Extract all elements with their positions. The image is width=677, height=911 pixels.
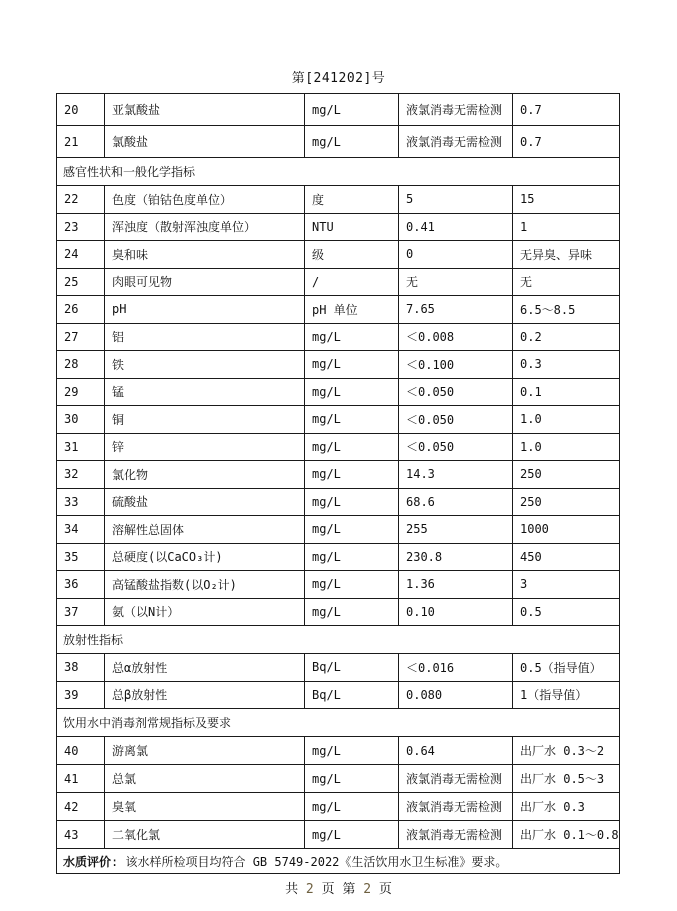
parameter-name-cell: 氯酸盐: [105, 126, 305, 158]
limit-cell: 出厂水 0.3～2: [513, 737, 620, 765]
parameter-name-cell: 浑浊度（散射浑浊度单位）: [105, 213, 305, 241]
limit-cell: 出厂水 0.3: [513, 793, 620, 821]
row-number-cell: 26: [57, 296, 105, 324]
table-row: [57, 186, 620, 214]
unit-cell: mg/L: [305, 543, 399, 571]
results-table-body: [57, 94, 620, 849]
evaluation-row: [57, 849, 620, 874]
limit-cell: 无异臭、异味: [513, 241, 620, 269]
result-cell: 液氯消毒无需检测: [399, 126, 513, 158]
section-label: 放射性指标: [57, 626, 620, 654]
unit-cell: mg/L: [305, 351, 399, 379]
row-number-cell: 29: [57, 378, 105, 406]
unit-cell: mg/L: [305, 765, 399, 793]
table-row: [57, 433, 620, 461]
parameter-name-cell: 高锰酸盐指数(以O₂计): [105, 571, 305, 599]
row-number-cell: 21: [57, 126, 105, 158]
parameter-name-cell: 氯化物: [105, 461, 305, 489]
row-number-cell: 42: [57, 793, 105, 821]
unit-cell: NTU: [305, 213, 399, 241]
result-cell: ＜0.050: [399, 406, 513, 434]
result-cell: 7.65: [399, 296, 513, 324]
limit-cell: 1（指导值）: [513, 681, 620, 709]
limit-cell: 1000: [513, 516, 620, 544]
evaluation-body: [57, 849, 620, 874]
table-row: [57, 488, 620, 516]
section-row: [57, 709, 620, 737]
limit-cell: 250: [513, 461, 620, 489]
unit-cell: mg/L: [305, 378, 399, 406]
report-number: 第[241202]号: [291, 71, 386, 86]
current-page: 2: [363, 882, 372, 897]
table-row: [57, 94, 620, 126]
row-number-cell: 40: [57, 737, 105, 765]
unit-cell: mg/L: [305, 94, 399, 126]
limit-cell: 1.0: [513, 433, 620, 461]
parameter-name-cell: 臭和味: [105, 241, 305, 269]
table-row: [57, 406, 620, 434]
result-cell: 0.64: [399, 737, 513, 765]
limit-cell: 0.2: [513, 323, 620, 351]
evaluation-text: 该水样所检项目均符合 GB 5749-2022《生活饮用水卫生标准》要求。: [125, 854, 508, 869]
limit-cell: 出厂水 0.5～3: [513, 765, 620, 793]
limit-cell: 0.7: [513, 94, 620, 126]
unit-cell: mg/L: [305, 598, 399, 626]
row-number-cell: 27: [57, 323, 105, 351]
result-cell: 0.10: [399, 598, 513, 626]
limit-cell: 250: [513, 488, 620, 516]
unit-cell: mg/L: [305, 406, 399, 434]
evaluation-separator: :: [111, 854, 126, 869]
result-cell: 液氯消毒无需检测: [399, 765, 513, 793]
row-number-cell: 25: [57, 268, 105, 296]
limit-cell: 出厂水 0.1～0.8: [513, 821, 620, 849]
table-row: [57, 543, 620, 571]
unit-cell: Bq/L: [305, 654, 399, 682]
unit-cell: mg/L: [305, 433, 399, 461]
parameter-name-cell: pH: [105, 296, 305, 324]
result-cell: 0: [399, 241, 513, 269]
table-row: [57, 571, 620, 599]
limit-cell: 0.5: [513, 598, 620, 626]
parameter-name-cell: 锰: [105, 378, 305, 406]
parameter-name-cell: 铝: [105, 323, 305, 351]
table-row: [57, 296, 620, 324]
row-number-cell: 39: [57, 681, 105, 709]
unit-cell: mg/L: [305, 126, 399, 158]
parameter-name-cell: 色度（铂钴色度单位）: [105, 186, 305, 214]
parameter-name-cell: 总β放射性: [105, 681, 305, 709]
unit-cell: mg/L: [305, 737, 399, 765]
row-number-cell: 23: [57, 213, 105, 241]
unit-cell: pH 单位: [305, 296, 399, 324]
result-cell: 230.8: [399, 543, 513, 571]
evaluation-label: 水质评价: [63, 854, 112, 869]
table-row: [57, 793, 620, 821]
limit-cell: 1.0: [513, 406, 620, 434]
parameter-name-cell: 游离氯: [105, 737, 305, 765]
unit-cell: mg/L: [305, 488, 399, 516]
result-cell: ＜0.008: [399, 323, 513, 351]
unit-cell: mg/L: [305, 323, 399, 351]
parameter-name-cell: 铁: [105, 351, 305, 379]
unit-cell: mg/L: [305, 516, 399, 544]
row-number-cell: 30: [57, 406, 105, 434]
page-counter: [0, 878, 677, 897]
section-row: [57, 158, 620, 186]
row-number-cell: 22: [57, 186, 105, 214]
result-cell: 液氯消毒无需检测: [399, 821, 513, 849]
result-cell: ＜0.016: [399, 654, 513, 682]
table-row: [57, 351, 620, 379]
table-row: [57, 126, 620, 158]
page-counter-prefix: 共: [285, 882, 306, 897]
table-row: [57, 461, 620, 489]
table-row: [57, 516, 620, 544]
unit-cell: mg/L: [305, 793, 399, 821]
unit-cell: 度: [305, 186, 399, 214]
row-number-cell: 35: [57, 543, 105, 571]
water-quality-results-table: [56, 93, 620, 874]
result-cell: 液氯消毒无需检测: [399, 94, 513, 126]
row-number-cell: 33: [57, 488, 105, 516]
parameter-name-cell: 氨（以N计）: [105, 598, 305, 626]
section-label: 感官性状和一般化学指标: [57, 158, 620, 186]
parameter-name-cell: 二氧化氯: [105, 821, 305, 849]
result-cell: 0.080: [399, 681, 513, 709]
table-row: [57, 737, 620, 765]
section-label: 饮用水中消毒剂常规指标及要求: [57, 709, 620, 737]
parameter-name-cell: 臭氧: [105, 793, 305, 821]
result-cell: ＜0.100: [399, 351, 513, 379]
row-number-cell: 43: [57, 821, 105, 849]
result-cell: 无: [399, 268, 513, 296]
result-cell: 液氯消毒无需检测: [399, 793, 513, 821]
row-number-cell: 20: [57, 94, 105, 126]
unit-cell: mg/L: [305, 571, 399, 599]
page-counter-middle: 页 第: [313, 882, 364, 897]
row-number-cell: 32: [57, 461, 105, 489]
unit-cell: mg/L: [305, 461, 399, 489]
total-pages: 2: [305, 882, 314, 897]
row-number-cell: 36: [57, 571, 105, 599]
table-row: [57, 654, 620, 682]
result-cell: 255: [399, 516, 513, 544]
result-cell: 68.6: [399, 488, 513, 516]
limit-cell: 15: [513, 186, 620, 214]
parameter-name-cell: 溶解性总固体: [105, 516, 305, 544]
row-number-cell: 28: [57, 351, 105, 379]
table-row: [57, 213, 620, 241]
row-number-cell: 38: [57, 654, 105, 682]
result-cell: ＜0.050: [399, 378, 513, 406]
result-cell: 14.3: [399, 461, 513, 489]
row-number-cell: 34: [57, 516, 105, 544]
result-cell: 0.41: [399, 213, 513, 241]
limit-cell: 450: [513, 543, 620, 571]
limit-cell: 0.5（指导值）: [513, 654, 620, 682]
parameter-name-cell: 亚氯酸盐: [105, 94, 305, 126]
table-row: [57, 241, 620, 269]
table-row: [57, 378, 620, 406]
limit-cell: 3: [513, 571, 620, 599]
table-row: [57, 268, 620, 296]
unit-cell: Bq/L: [305, 681, 399, 709]
parameter-name-cell: 总α放射性: [105, 654, 305, 682]
evaluation-cell: [57, 849, 620, 874]
row-number-cell: 41: [57, 765, 105, 793]
row-number-cell: 31: [57, 433, 105, 461]
unit-cell: /: [305, 268, 399, 296]
unit-cell: 级: [305, 241, 399, 269]
page-counter-suffix: 页: [371, 882, 392, 897]
parameter-name-cell: 肉眼可见物: [105, 268, 305, 296]
section-row: [57, 626, 620, 654]
parameter-name-cell: 锌: [105, 433, 305, 461]
limit-cell: 6.5～8.5: [513, 296, 620, 324]
limit-cell: 0.1: [513, 378, 620, 406]
result-cell: 5: [399, 186, 513, 214]
limit-cell: 0.7: [513, 126, 620, 158]
limit-cell: 0.3: [513, 351, 620, 379]
table-row: [57, 598, 620, 626]
row-number-cell: 24: [57, 241, 105, 269]
parameter-name-cell: 铜: [105, 406, 305, 434]
limit-cell: 无: [513, 268, 620, 296]
row-number-cell: 37: [57, 598, 105, 626]
table-row: [57, 323, 620, 351]
parameter-name-cell: 总硬度(以CaCO₃计): [105, 543, 305, 571]
result-cell: 1.36: [399, 571, 513, 599]
table-row: [57, 821, 620, 849]
parameter-name-cell: 硫酸盐: [105, 488, 305, 516]
parameter-name-cell: 总氯: [105, 765, 305, 793]
table-row: [57, 681, 620, 709]
unit-cell: mg/L: [305, 821, 399, 849]
limit-cell: 1: [513, 213, 620, 241]
result-cell: ＜0.050: [399, 433, 513, 461]
table-row: [57, 765, 620, 793]
